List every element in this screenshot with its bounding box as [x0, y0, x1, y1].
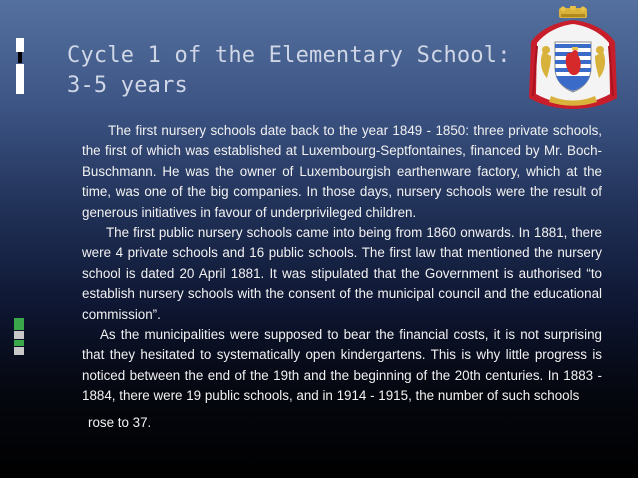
paragraph: The first nursery schools date back to the year 1849 - 1850: three private schools, the first of which was established at Luxembourg-Septfontaines, financed by Mr. Boch- Buschmann. He was the owner of Luxembourgish earthenware factory, which at the time, was one of the big companies. In those days, nursery schools were the result of generous initiatives in favour of underprivileged children.	[82, 123, 602, 220]
decorative-bar	[14, 347, 24, 355]
luxembourg-coat-of-arms-icon	[525, 6, 621, 110]
decorative-bar	[14, 331, 24, 339]
slide-body	[82, 121, 602, 433]
decorative-bar	[14, 340, 24, 346]
decorative-bar	[18, 52, 22, 63]
slide-title-line-1: Cycle 1 of the Elementary School:	[67, 43, 511, 68]
slide-title-line-2: 3-5 years	[67, 73, 189, 98]
slide-title	[67, 41, 537, 101]
decorative-bar	[14, 318, 24, 330]
paragraph: The first public nursery schools came into being from 1860 onwards. In 1881, there were 4 private schools and 16 public schools. The first law that mentioned the nursery school is dated 20 April 1881. It was stipulated that the Government is authorised “to establish nursery schools with the consent of the municipal council and the educational commission”.	[82, 225, 602, 322]
paragraph: As the municipalities were supposed to bear the financial costs, it is not surprising that they hesitated to systematically open kindergartens. This is why little progress is noticed between the end of the 19th and the beginning of the 20th centuries. In 1883 - 1884, there were 19 public schools, and in 1914 - 1915, the number of such schools	[82, 327, 602, 404]
decorative-bar	[16, 38, 24, 52]
decorative-bar	[16, 64, 24, 94]
paragraph-last-line: rose to 37.	[88, 414, 152, 430]
